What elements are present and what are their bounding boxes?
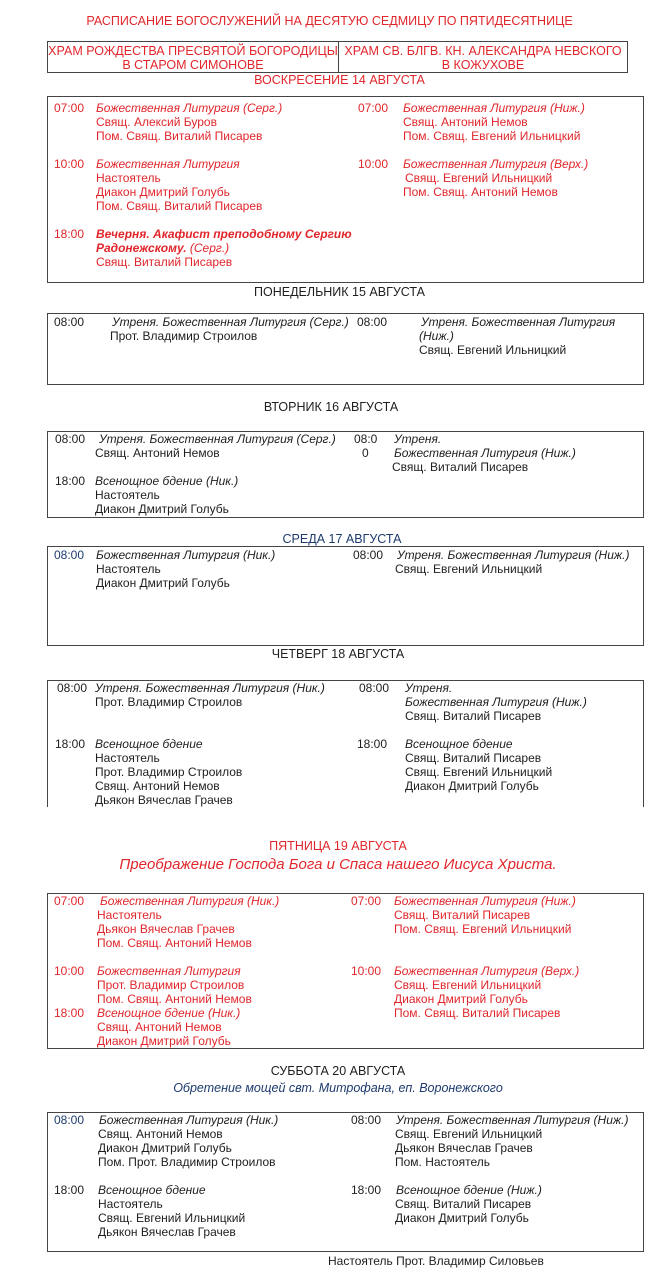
clergy-line: Свящ. Антоний Немов	[95, 779, 220, 793]
church-right-name: ХРАМ СВ. БЛГВ. КН. АЛЕКСАНДРА НЕВСКОГО	[344, 44, 622, 58]
clergy-line: Пом. Настоятель	[395, 1155, 490, 1169]
service-time: 10:00	[351, 964, 382, 978]
church-right-location: В КОЖУХОВЕ	[441, 58, 525, 72]
clergy-line: Настоятель	[95, 488, 160, 502]
service-title: Божественная Литургия (Верх.)	[394, 964, 580, 978]
clergy-line: Диакон Дмитрий Голубь	[95, 502, 229, 516]
service-title: Божественная Литургия	[96, 157, 240, 171]
service-time: 08:00	[55, 432, 86, 446]
service-title: Вечерня. Акафист преподобному Сергию	[96, 227, 352, 241]
clergy-line: Свящ. Евгений Ильницкий	[395, 1127, 543, 1141]
clergy-line: Свящ. Антоний Немов	[98, 1127, 223, 1141]
service-title: Божественная Литургия	[97, 964, 241, 978]
service-title: Утреня. Божественная Литургия	[421, 315, 616, 329]
service-time: 18:00	[55, 737, 86, 751]
service-title: Божественная Литургия (Ниж.)	[394, 894, 576, 908]
day-label-friday: ПЯТНИЦА 19 АВГУСТА	[269, 839, 407, 853]
church-left-location: В СТАРОМ СИМОНОВЕ	[122, 58, 264, 72]
page-title: РАСПИСАНИЕ БОГОСЛУЖЕНИЙ НА ДЕСЯТУЮ СЕДМИЦУ ПО ПЯТИДЕСЯТНИЦЕ	[86, 14, 573, 28]
clergy-line: Свящ. Антоний Немов	[403, 115, 528, 129]
service-title: Утреня. Божественная Литургия (Ниж.)	[397, 548, 630, 562]
clergy-line: Диакон Дмитрий Голубь	[97, 1034, 231, 1048]
clergy-line: Пом. Свящ. Антоний Немов	[403, 185, 558, 199]
day-label-tuesday: ВТОРНИК 16 АВГУСТА	[263, 400, 399, 414]
service-time: 08:00	[54, 315, 85, 329]
service-time: 08:00	[351, 1113, 382, 1127]
clergy-line: Прот. Владимир Строилов	[95, 765, 243, 779]
service-time: 08:00	[54, 1113, 85, 1127]
clergy-line: Настоятель	[96, 562, 161, 576]
service-time: 07:00	[54, 101, 85, 115]
clergy-line: Дьякон Вячеслав Грачев	[395, 1141, 533, 1155]
service-title: Всенощное бдение (Ниж.)	[396, 1183, 542, 1197]
service-time: 07:00	[54, 894, 85, 908]
clergy-line: Диакон Дмитрий Голубь	[98, 1141, 232, 1155]
clergy-line: Дьякон Вячеслав Грачев	[98, 1225, 236, 1239]
service-title: Всенощное бдение	[95, 737, 203, 751]
clergy-line: Пом. Свящ. Виталий Писарев	[96, 199, 263, 213]
clergy-line: Свящ. Виталий Писарев	[394, 908, 531, 922]
service-time: 18:00	[54, 1006, 85, 1020]
day-label-saturday: СУББОТА 20 АВГУСТА	[270, 1064, 406, 1078]
clergy-line: Пом. Прот. Владимир Строилов	[98, 1155, 276, 1169]
feast-title-friday: Преображение Господа Бога и Спаса нашего Иисуса Христа.	[119, 856, 557, 873]
service-title: Утреня. Божественная Литургия (Ник.)	[95, 681, 325, 695]
service-title: Божественная Литургия (Ниж.)	[403, 101, 585, 115]
service-time: 07:00	[358, 101, 389, 115]
clergy-line: Свящ. Евгений Ильницкий	[405, 765, 553, 779]
service-title: Божественная Литургия (Ник.)	[100, 894, 280, 908]
service-time: 18:00	[54, 1183, 85, 1197]
clergy-line: Свящ. Евгений Ильницкий	[419, 343, 567, 357]
clergy-line: Свящ. Евгений Ильницкий	[98, 1211, 246, 1225]
day-label-sunday: ВОСКРЕСЕНИЕ 14 АВГУСТА	[254, 73, 425, 87]
service-title: Всенощное бдение	[98, 1183, 206, 1197]
clergy-line: Свящ. Евгений Ильницкий	[405, 171, 553, 185]
clergy-line: Свящ. Виталий Писарев	[405, 709, 542, 723]
clergy-line: Свящ. Виталий Писарев	[405, 751, 542, 765]
service-title: Божественная Литургия (Серг.)	[96, 101, 283, 115]
clergy-line: Пом. Свящ. Антоний Немов	[97, 936, 252, 950]
service-time-wrap: 0	[362, 446, 369, 460]
service-time: 18:00	[55, 474, 86, 488]
service-time: 10:00	[358, 157, 389, 171]
clergy-line: Свящ. Антоний Немов	[97, 1020, 222, 1034]
clergy-line: Диакон Дмитрий Голубь	[395, 1211, 529, 1225]
clergy-line: Свящ. Евгений Ильницкий	[394, 978, 542, 992]
clergy-line: Прот. Владимир Строилов	[110, 329, 258, 343]
service-time: 07:00	[351, 894, 382, 908]
service-title: Утреня. Божественная Литургия (Серг.)	[112, 315, 349, 329]
service-title-cont: Божественная Литургия (Ниж.)	[394, 446, 576, 460]
day-label-monday: ПОНЕДЕЛЬНИК 15 АВГУСТА	[254, 285, 425, 299]
clergy-line: Свящ. Евгений Ильницкий	[395, 562, 543, 576]
service-time: 08:0	[354, 432, 378, 446]
service-time: 08:00	[353, 548, 384, 562]
rector-signature: Настоятель Прот. Владимир Силовьев	[328, 1254, 544, 1268]
service-time: 08:00	[54, 548, 85, 562]
service-title: Всенощное бдение (Ник.)	[95, 474, 239, 488]
clergy-line: Прот. Владимир Строилов	[95, 695, 243, 709]
service-title: Утреня. Божественная Литургия (Ниж.)	[396, 1113, 629, 1127]
clergy-line: Настоятель	[98, 1197, 163, 1211]
clergy-line: Диакон Дмитрий Голубь	[405, 779, 539, 793]
service-time: 10:00	[54, 157, 85, 171]
service-title: Божественная Литургия (Ник.)	[96, 548, 276, 562]
service-time: 18:00	[357, 737, 388, 751]
day-label-wednesday: СРЕДА 17 АВГУСТА	[282, 532, 402, 546]
service-title: Всенощное бдение	[405, 737, 513, 751]
service-title-cont: Божественная Литургия (Ниж.)	[405, 695, 587, 709]
clergy-line: Дьякон Вячеслав Грачев	[97, 922, 235, 936]
feast-title-saturday: Обретение мощей свт. Митрофана, еп. Воронежского	[173, 1081, 503, 1095]
clergy-line: Дьякон Вячеслав Грачев	[95, 793, 233, 807]
clergy-line: Свящ. Виталий Писарев	[392, 460, 529, 474]
service-time: 08:00	[57, 681, 88, 695]
clergy-line: Диакон Дмитрий Голубь	[96, 576, 230, 590]
day-label-thursday: ЧЕТВЕРГ 18 АВГУСТА	[271, 647, 405, 661]
service-title: Всенощное бдение (Ник.)	[97, 1006, 241, 1020]
service-title-cont: Радонежскому. (Серг.)	[96, 241, 230, 255]
service-title: Утреня.	[405, 681, 453, 695]
service-title: Утреня. Божественная Литургия (Серг.)	[99, 432, 336, 446]
service-note: (Ниж.)	[419, 329, 454, 343]
clergy-line: Пом. Свящ. Евгений Ильницкий	[394, 922, 572, 936]
clergy-line: Свящ. Алексий Буров	[96, 115, 217, 129]
service-title: Божественная Литургия (Верх.)	[403, 157, 589, 171]
service-time: 10:00	[54, 964, 85, 978]
clergy-line: Пом. Свящ. Антоний Немов	[97, 992, 252, 1006]
service-time: 18:00	[54, 227, 85, 241]
clergy-line: Свящ. Виталий Писарев	[395, 1197, 532, 1211]
clergy-line: Диакон Дмитрий Голубь	[394, 992, 528, 1006]
clergy-line: Пом. Свящ. Виталий Писарев	[394, 1006, 561, 1020]
clergy-line: Пом. Свящ. Виталий Писарев	[96, 129, 263, 143]
clergy-line: Настоятель	[95, 751, 160, 765]
church-left-name: ХРАМ РОЖДЕСТВА ПРЕСВЯТОЙ БОГОРОДИЦЫ	[48, 44, 338, 58]
clergy-line: Пом. Свящ. Евгений Ильницкий	[403, 129, 581, 143]
service-time: 08:00	[357, 315, 388, 329]
clergy-line: Свящ. Виталий Писарев	[96, 255, 233, 269]
service-title: Божественная Литургия (Ник.)	[99, 1113, 279, 1127]
clergy-line: Настоятель	[96, 171, 161, 185]
clergy-line: Настоятель	[97, 908, 162, 922]
clergy-line: Свящ. Антоний Немов	[95, 446, 220, 460]
service-title: Утреня.	[394, 432, 442, 446]
service-time: 18:00	[351, 1183, 382, 1197]
service-time: 08:00	[359, 681, 390, 695]
clergy-line: Диакон Дмитрий Голубь	[96, 185, 230, 199]
clergy-line: Прот. Владимир Строилов	[97, 978, 245, 992]
